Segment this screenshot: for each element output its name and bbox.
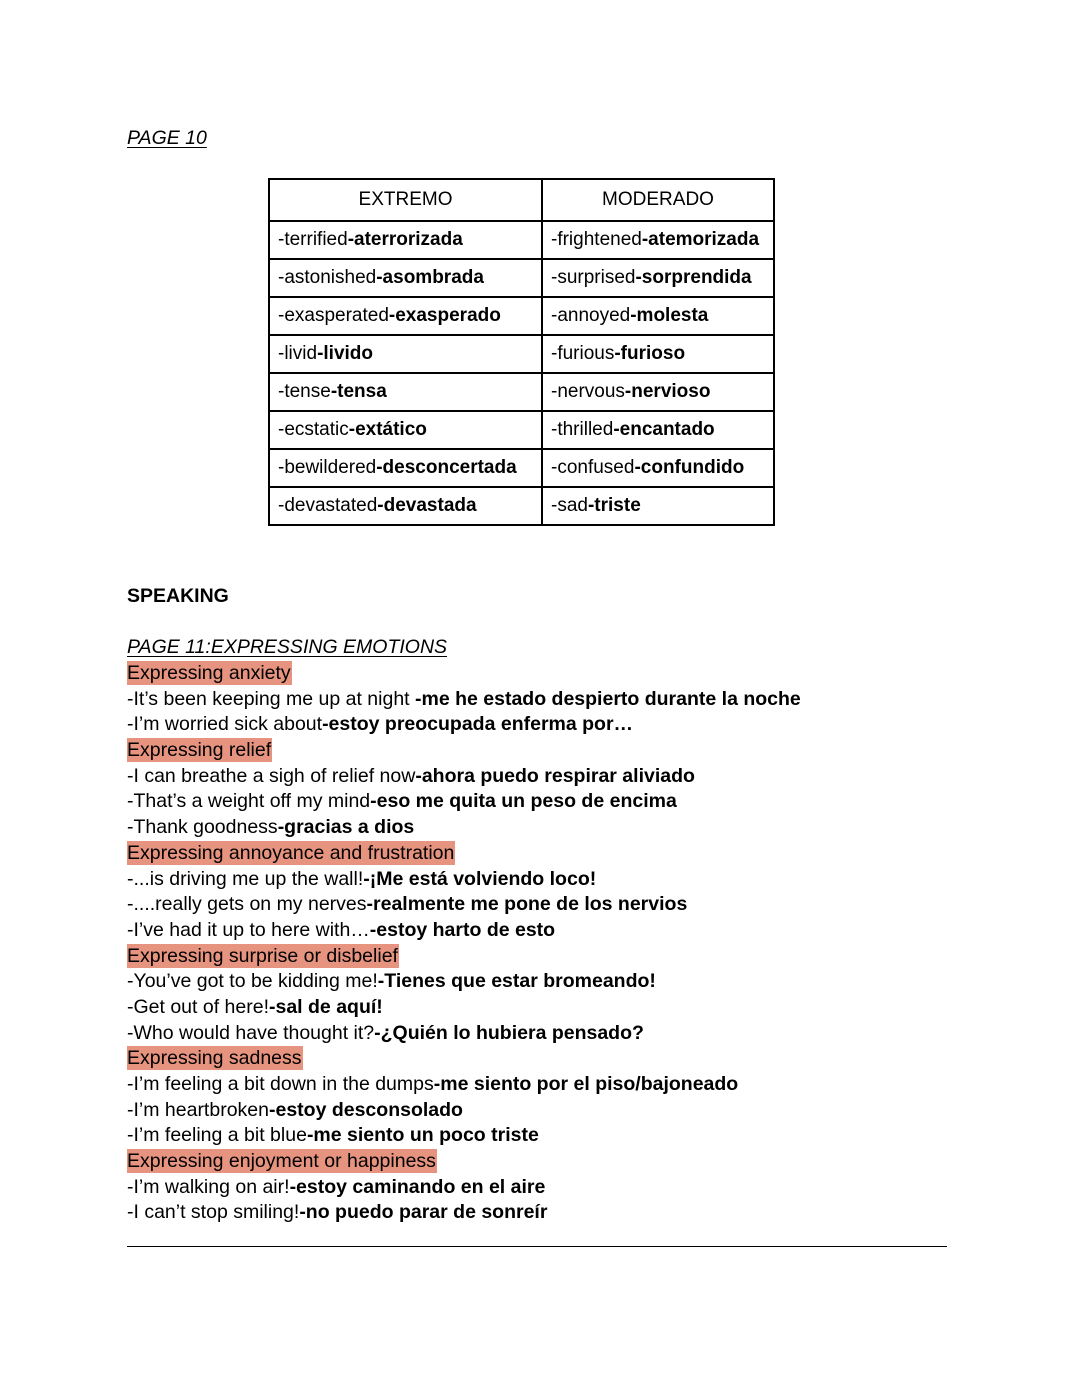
table-cell-moderado (542, 259, 774, 297)
spanish-phrase: -me siento un poco triste (306, 1124, 539, 1147)
spanish-translation: -asombrada (376, 267, 484, 288)
spanish-translation: -encantado (613, 419, 715, 440)
emotion-phrases-list (127, 661, 801, 1226)
table-cell-moderado (542, 449, 774, 487)
spanish-phrase: -sal de aquí! (269, 995, 383, 1018)
spanish-translation: -sorprendida (635, 267, 752, 288)
spanish-translation: -livido (317, 343, 374, 364)
table-cell-extremo (269, 411, 542, 449)
english-word: -tense (278, 381, 331, 402)
table-cell-extremo (269, 449, 542, 487)
table-cell-extremo (269, 259, 542, 297)
english-word: -confused (551, 457, 635, 478)
english-word: -exasperated (278, 305, 389, 326)
phrase-line (127, 1021, 801, 1047)
spanish-phrase: -realmente me pone de los nervios (366, 893, 688, 916)
english-word: -surprised (551, 267, 636, 288)
spanish-phrase: -eso me quita un peso de encima (370, 790, 677, 813)
english-phrase: -Who would have thought it? (127, 1021, 375, 1044)
speaking-heading: SPEAKING (127, 585, 229, 607)
table-row (269, 449, 774, 487)
spanish-translation: -molesta (630, 305, 709, 326)
table-cell-moderado (542, 411, 774, 449)
phrase-line (127, 687, 801, 713)
column-header-moderado: MODERADO (542, 179, 774, 221)
table-cell-extremo (269, 221, 542, 259)
spanish-phrase: -gracias a dios (277, 816, 415, 839)
phrase-line (127, 789, 801, 815)
phrase-line (127, 1200, 801, 1226)
phrase-line (127, 1175, 801, 1201)
table-cell-moderado (542, 335, 774, 373)
spanish-translation: -desconcertada (376, 457, 517, 478)
table-row (269, 335, 774, 373)
table-header-row (269, 179, 774, 221)
spanish-translation: -triste (587, 495, 641, 516)
table-cell-extremo (269, 335, 542, 373)
phrase-line (127, 1098, 801, 1124)
column-header-extremo: EXTREMO (269, 179, 542, 221)
spanish-translation: -nervioso (624, 381, 711, 402)
english-phrase: -Thank goodness (127, 816, 278, 839)
spanish-phrase: -estoy caminando en el aire (289, 1175, 546, 1198)
category-highlight-label: Expressing annoyance and frustration (127, 841, 455, 864)
english-phrase: -I’m walking on air! (127, 1175, 290, 1198)
table-cell-extremo (269, 373, 542, 411)
phrase-line (127, 1123, 801, 1149)
spanish-phrase: -me siento por el piso/bajoneado (433, 1073, 739, 1095)
english-word: -annoyed (551, 305, 631, 326)
english-phrase: -You’ve got to be kidding me! (127, 970, 378, 993)
english-phrase: -I’m heartbroken (127, 1098, 269, 1121)
english-word: -devastated (278, 495, 378, 516)
phrase-line (127, 969, 801, 995)
table-cell-moderado (542, 373, 774, 411)
english-word: -terrified (278, 229, 348, 250)
category-highlight-label: Expressing relief (127, 739, 272, 762)
table-row (269, 297, 774, 335)
page-10-heading: PAGE 10 (127, 127, 207, 149)
table-row (269, 259, 774, 297)
spanish-phrase: -me he estado despierto durante la noche (415, 687, 801, 710)
spanish-translation: -devastada (377, 495, 477, 516)
spanish-translation: -tensa (330, 381, 387, 402)
table-row (269, 411, 774, 449)
table-cell-moderado (542, 297, 774, 335)
english-word: -furious (551, 343, 615, 364)
phrase-line (127, 995, 801, 1021)
category-highlight-label: Expressing enjoyment or happiness (127, 1150, 436, 1173)
category-heading-line (127, 661, 801, 687)
horizontal-divider (127, 1246, 947, 1247)
english-word: -sad (551, 495, 588, 516)
english-word: -nervous (551, 381, 625, 402)
table-cell-extremo (269, 487, 542, 525)
phrase-line (127, 764, 801, 790)
english-phrase: -It’s been keeping me up at night (127, 687, 415, 710)
phrase-line (127, 815, 801, 841)
spanish-translation: -confundido (634, 457, 745, 478)
english-word: -bewildered (278, 457, 377, 478)
category-heading-line (127, 1046, 801, 1072)
spanish-phrase: -¡Me está volviendo loco! (363, 867, 597, 890)
phrase-line (127, 892, 801, 918)
table-row (269, 487, 774, 525)
english-phrase: -That’s a weight off my mind (127, 790, 371, 813)
category-heading-line (127, 944, 801, 970)
emotions-vocabulary-table (268, 178, 775, 526)
english-word: -ecstatic (278, 419, 349, 440)
category-highlight-label: Expressing surprise or disbelief (127, 944, 398, 967)
english-word: -astonished (278, 267, 377, 288)
spanish-phrase: -no puedo parar de sonreír (299, 1201, 548, 1224)
english-word: -frightened (551, 229, 642, 250)
english-phrase: -Get out of here! (127, 995, 269, 1018)
table-row (269, 221, 774, 259)
category-heading-line (127, 1149, 801, 1175)
category-heading-line (127, 738, 801, 764)
spanish-translation: -furioso (614, 343, 686, 364)
spanish-translation: -exasperado (388, 305, 501, 326)
english-phrase: -I’m feeling a bit down in the dumps (127, 1073, 434, 1095)
category-highlight-label: Expressing sadness (127, 1047, 302, 1070)
phrase-line (127, 918, 801, 944)
spanish-translation: -extático (348, 419, 427, 440)
english-phrase: -I’m worried sick about (127, 713, 323, 736)
page-11-heading: PAGE 11:EXPRESSING EMOTIONS (127, 636, 448, 658)
table-cell-moderado (542, 487, 774, 525)
table-row (269, 373, 774, 411)
english-word: -livid (278, 343, 318, 364)
english-phrase: -...is driving me up the wall! (127, 867, 364, 890)
english-phrase: -I can’t stop smiling! (127, 1201, 300, 1224)
phrase-line (127, 867, 801, 893)
table-cell-moderado (542, 221, 774, 259)
english-phrase: -I’m feeling a bit blue (127, 1124, 307, 1147)
spanish-phrase: -ahora puedo respirar aliviado (415, 764, 695, 787)
english-phrase: -....really gets on my nerves (127, 893, 367, 916)
phrase-line (127, 712, 801, 738)
english-phrase: -I’ve had it up to here with… (127, 918, 370, 941)
phrase-line (127, 1072, 801, 1098)
spanish-translation: -aterrorizada (347, 229, 463, 250)
spanish-translation: -atemorizada (641, 229, 760, 250)
table-cell-extremo (269, 297, 542, 335)
spanish-phrase: -¿Quién lo hubiera pensado? (374, 1021, 644, 1044)
category-heading-line (127, 841, 801, 867)
table-body (269, 221, 774, 525)
spanish-phrase: -estoy desconsolado (268, 1098, 463, 1121)
english-phrase: -I can breathe a sigh of relief now (127, 764, 416, 787)
spanish-phrase: -Tienes que estar bromeando! (377, 970, 656, 993)
spanish-phrase: -estoy harto de esto (369, 918, 556, 941)
spanish-phrase: -estoy preocupada enferma por… (322, 713, 634, 736)
english-word: -thrilled (551, 419, 614, 440)
category-highlight-label: Expressing anxiety (127, 662, 291, 684)
